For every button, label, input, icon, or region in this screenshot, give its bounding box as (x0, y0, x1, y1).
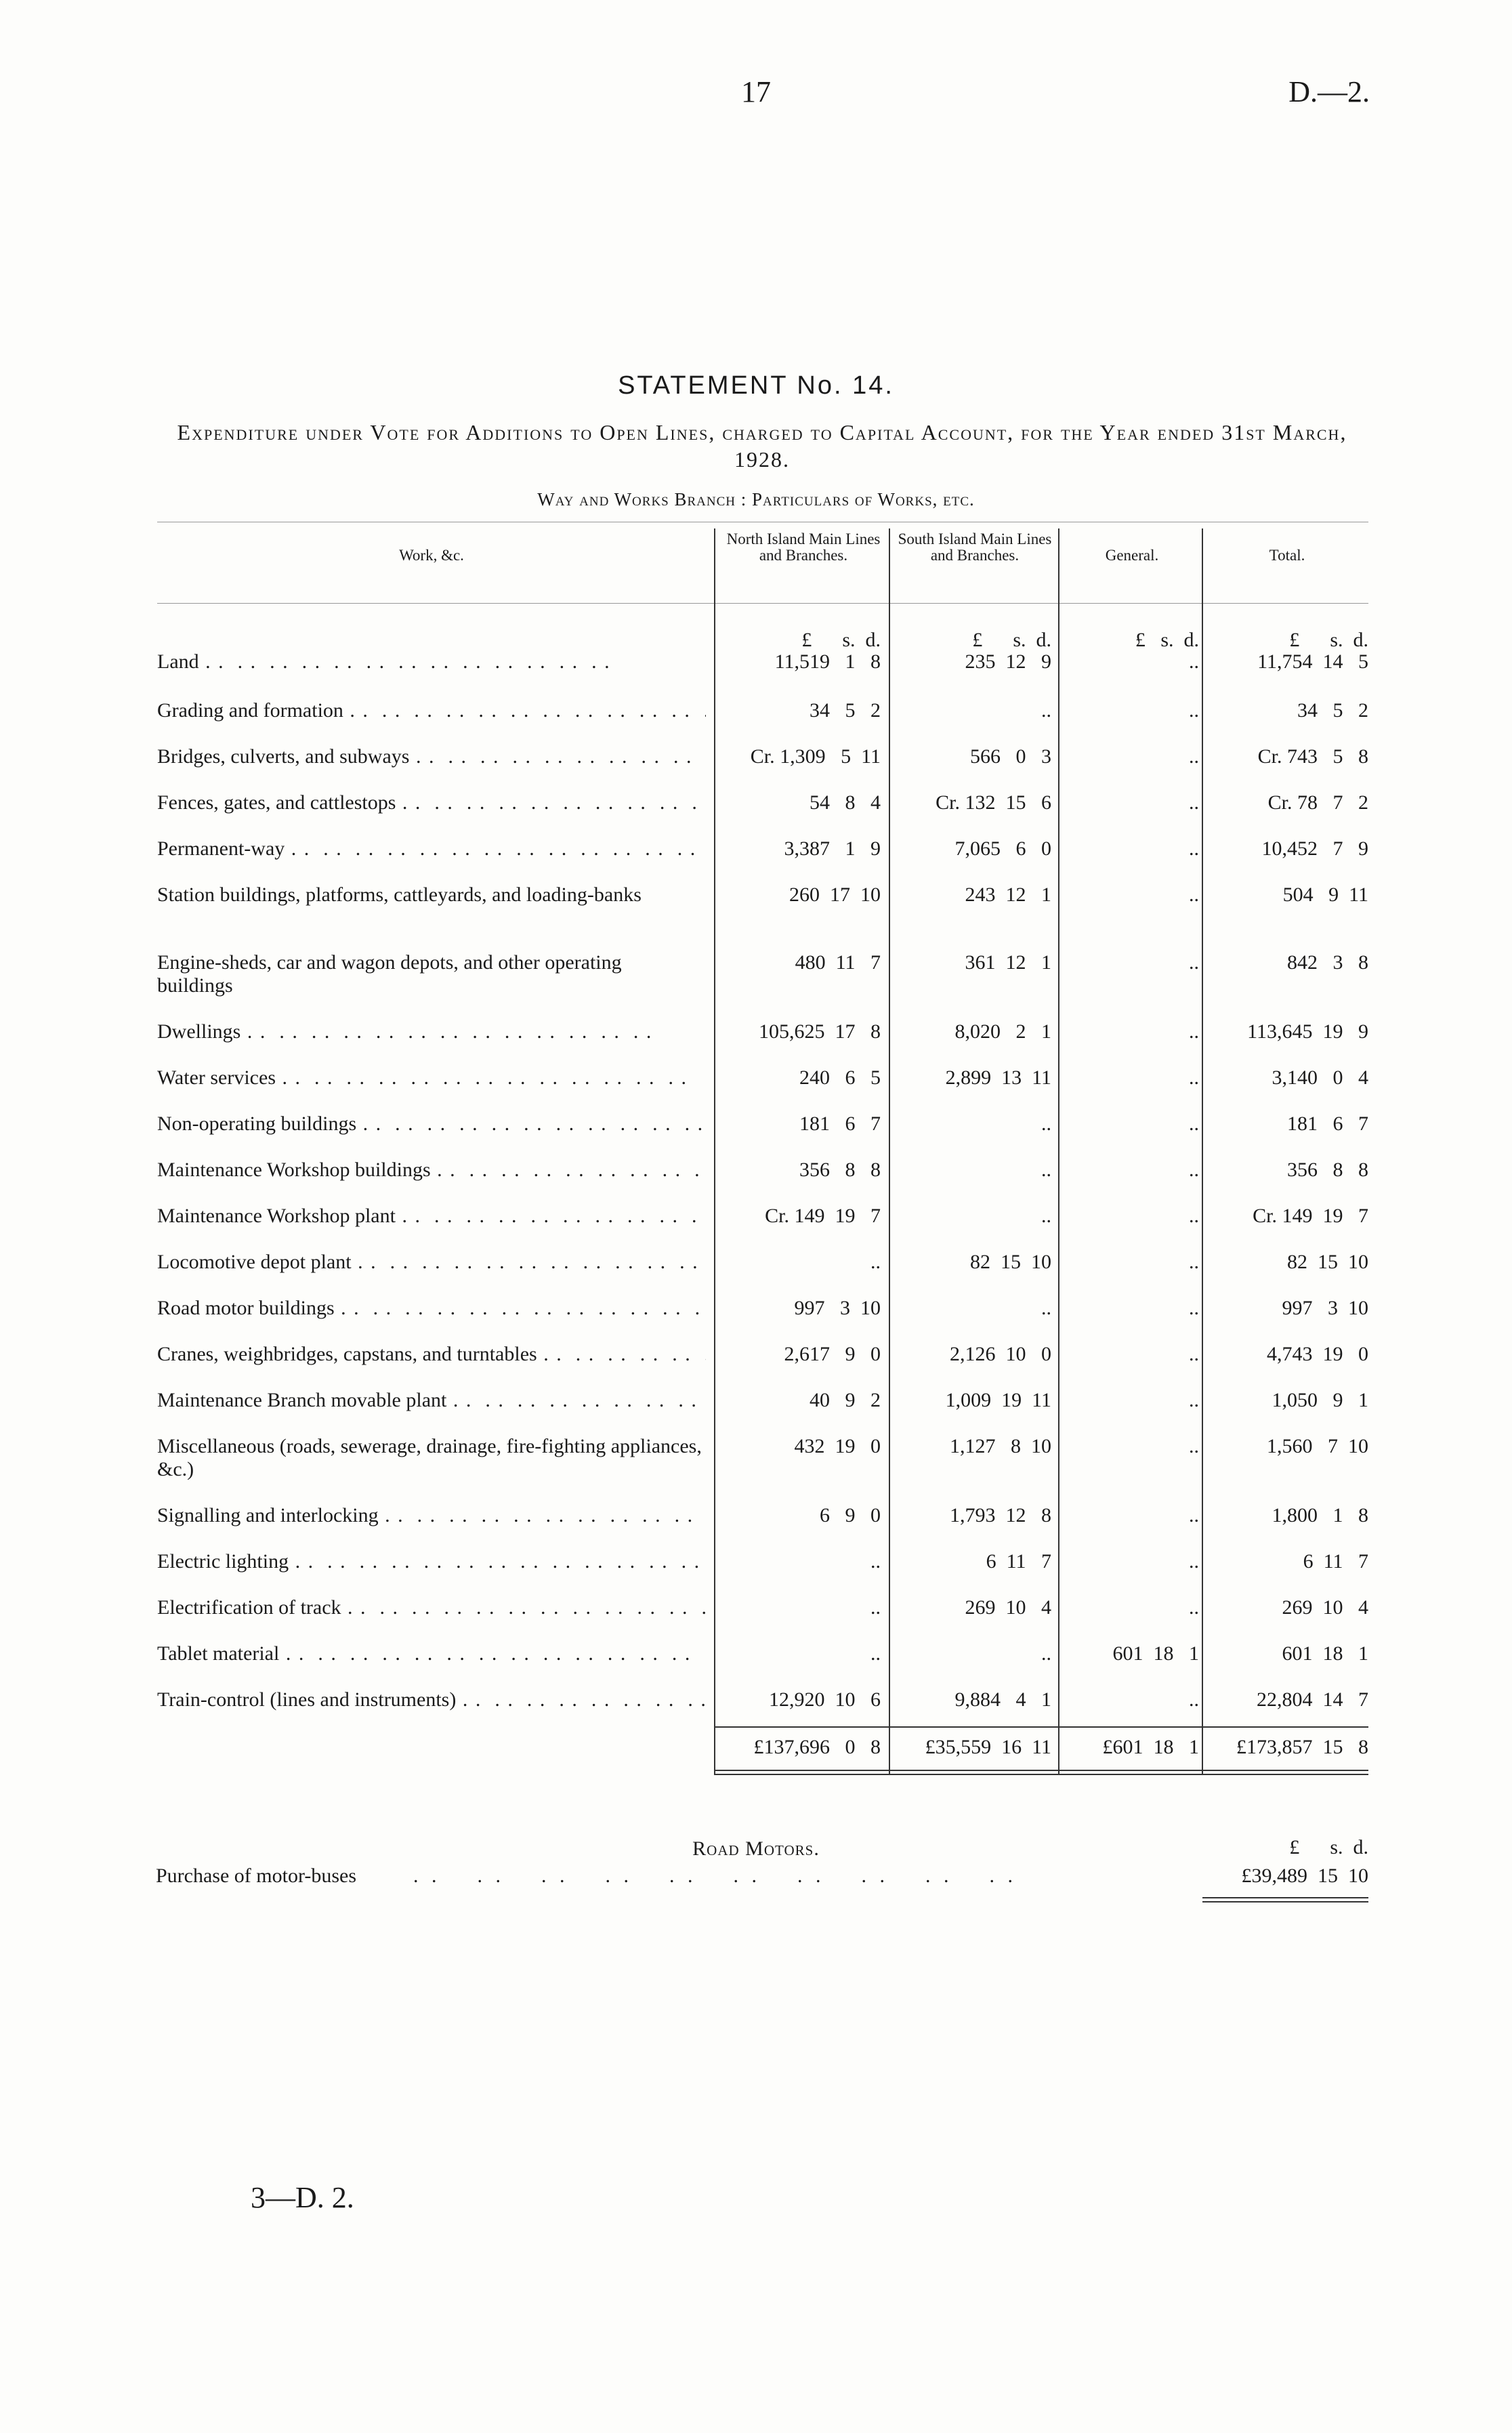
row-work-label: Fences, gates, and cattlestops . . (157, 791, 706, 814)
row-south-value: 269 10 4 (965, 1596, 1051, 1619)
row-south-value: 8,020 2 1 (954, 1020, 1051, 1043)
row-general-value: .. (1189, 1066, 1199, 1089)
row-north-value: 11,519 1 8 (774, 650, 881, 673)
row-north-value: 432 19 0 (794, 1435, 881, 1457)
header-north-island: North Island Main Lines and Branches. (726, 531, 881, 564)
row-total-value: Cr. 78 7 2 (1267, 791, 1368, 814)
row-work-label: Train-control (lines and instruments) . . (157, 1688, 706, 1711)
row-total-value: 3,140 0 4 (1272, 1066, 1368, 1089)
row-work-label: Road motor buildings . . (157, 1297, 706, 1320)
statement-subtitle: Expenditure under Vote for Additions to Open Lines, charged to Capital Account, for the Year ended 31st March, 1928. (177, 420, 1347, 472)
row-general-value: .. (1189, 1297, 1199, 1319)
road-motors-label: Purchase of motor-buses (156, 1865, 357, 1887)
row-south-value: Cr. 132 15 6 (936, 791, 1051, 814)
row-general-value: .. (1189, 1688, 1199, 1711)
row-north-value: 34 5 2 (810, 699, 881, 722)
row-work-label: Grading and formation . . (157, 699, 706, 722)
units-general: £ s. d. (1135, 629, 1199, 651)
row-north-value: 6 9 0 (820, 1504, 881, 1526)
row-north-value: 3,387 1 9 (784, 837, 881, 860)
row-general-value: .. (1189, 699, 1199, 722)
row-work-label: Dwellings . . (157, 1020, 706, 1043)
row-north-value: 54 8 4 (810, 791, 881, 814)
row-work-label: Water services . . (157, 1066, 706, 1089)
page-number: 17 (741, 75, 771, 108)
total-north-value: £137,696 0 8 (753, 1736, 881, 1758)
row-general-value: .. (1189, 837, 1199, 860)
road-motors-amount: £39,489 15 10 (1241, 1865, 1368, 1887)
row-total-value: Cr. 743 5 8 (1257, 745, 1368, 768)
row-work-label: Signalling and interlocking . . (157, 1504, 706, 1527)
row-total-value: 113,645 19 9 (1247, 1020, 1368, 1043)
row-south-value: .. (1041, 699, 1051, 722)
motor-amount-rule-1 (1202, 1897, 1368, 1898)
document-reference: D.—2. (1288, 75, 1370, 108)
row-total-value: 601 18 1 (1282, 1642, 1368, 1665)
statement-title: STATEMENT No. 14. (618, 371, 894, 400)
row-north-value: 40 9 2 (810, 1389, 881, 1411)
row-south-value: 7,065 6 0 (954, 837, 1051, 860)
total-south-value: £35,559 16 11 (925, 1736, 1051, 1758)
header-work: Work, &c. (399, 547, 464, 564)
row-south-value: 82 15 10 (970, 1251, 1051, 1273)
row-work-label: Land . . (157, 650, 706, 673)
row-work-label: Miscellaneous (roads, sewerage, drainage, fire-fighting appliances, &c.) (157, 1435, 702, 1480)
row-south-value: 1,793 12 8 (950, 1504, 1051, 1526)
motor-amount-rule-2 (1202, 1901, 1368, 1902)
row-total-value: 6 11 7 (1303, 1550, 1368, 1573)
row-north-value: 260 17 10 (789, 883, 881, 906)
row-south-value: .. (1041, 1205, 1051, 1227)
row-general-value: .. (1189, 745, 1199, 768)
row-total-value: 997 3 10 (1282, 1297, 1368, 1319)
row-total-value: Cr. 149 19 7 (1253, 1205, 1368, 1227)
row-total-value: 1,800 1 8 (1272, 1504, 1368, 1526)
road-motors-units: £ s. d. (1289, 1836, 1368, 1858)
header-general: General. (1105, 547, 1159, 564)
row-north-value: 181 6 7 (799, 1112, 881, 1135)
row-general-value: .. (1189, 1596, 1199, 1619)
row-general-value: .. (1189, 1205, 1199, 1227)
row-north-value: 105,625 17 8 (759, 1020, 881, 1043)
row-north-value: .. (870, 1251, 881, 1273)
row-north-value: Cr. 149 19 7 (765, 1205, 881, 1227)
row-south-value: 6 11 7 (986, 1550, 1051, 1573)
row-work-label: Cranes, weighbridges, capstans, and turntables . . (157, 1343, 706, 1366)
row-general-value: .. (1189, 1112, 1199, 1135)
units-south: £ s. d. (972, 629, 1051, 651)
row-work-label: Tablet material . . (157, 1642, 706, 1665)
row-work-label: Maintenance Workshop buildings . . (157, 1159, 706, 1182)
row-north-value: 356 8 8 (799, 1159, 881, 1181)
row-north-value: 480 11 7 (795, 951, 881, 974)
row-south-value: .. (1041, 1642, 1051, 1665)
road-motors-heading: Road Motors. (692, 1837, 820, 1860)
row-work-label: Non-operating buildings . . (157, 1112, 706, 1136)
row-south-value: 1,127 8 10 (950, 1435, 1051, 1457)
row-north-value: 997 3 10 (794, 1297, 881, 1319)
row-total-value: 34 5 2 (1297, 699, 1368, 722)
row-total-value: 11,754 14 5 (1257, 650, 1368, 673)
row-total-value: 82 15 10 (1287, 1251, 1368, 1273)
row-south-value: 1,009 19 11 (945, 1389, 1051, 1411)
row-general-value: .. (1189, 1020, 1199, 1043)
row-general-value: .. (1189, 1435, 1199, 1457)
branch-heading: Way and Works Branch : Particulars of Works, etc. (537, 489, 975, 510)
column-divider-4 (1202, 528, 1203, 1775)
row-south-value: 2,126 10 0 (950, 1343, 1051, 1365)
row-north-value: 12,920 10 6 (769, 1688, 881, 1711)
row-general-value: .. (1189, 1504, 1199, 1526)
row-general-value: .. (1189, 791, 1199, 814)
row-north-value: .. (870, 1596, 881, 1619)
leader-dots: . . . . . . . . . . . . . . . . . . . . (413, 1865, 1017, 1887)
row-work-label: Maintenance Branch movable plant . . (157, 1389, 706, 1412)
row-work-label: Station buildings, platforms, cattleyards, and loading-banks (157, 883, 642, 906)
totals-top-rule (714, 1726, 1368, 1728)
header-south-island: South Island Main Lines and Branches. (898, 531, 1052, 564)
row-south-value: 2,899 13 11 (945, 1066, 1051, 1089)
row-south-value: 235 12 9 (965, 650, 1051, 673)
header-total: Total. (1269, 547, 1305, 564)
row-total-value: 842 3 8 (1287, 951, 1368, 974)
row-north-value: 240 6 5 (799, 1066, 881, 1089)
totals-bottom-rule-2 (714, 1774, 1368, 1775)
row-total-value: 1,560 7 10 (1267, 1435, 1368, 1457)
row-north-value: .. (870, 1550, 881, 1573)
column-divider-1 (714, 528, 715, 1775)
row-general-value: .. (1189, 1550, 1199, 1573)
totals-bottom-rule-1 (714, 1770, 1368, 1771)
row-total-value: 269 10 4 (1282, 1596, 1368, 1619)
units-total: £ s. d. (1289, 629, 1368, 651)
header-bottom-rule (157, 603, 1368, 604)
row-total-value: 1,050 9 1 (1272, 1389, 1368, 1411)
row-south-value: .. (1041, 1159, 1051, 1181)
row-north-value: 2,617 9 0 (784, 1343, 881, 1365)
row-work-label: Permanent-way . . (157, 837, 706, 860)
row-south-value: 361 12 1 (965, 951, 1051, 974)
total-general-value: £601 18 1 (1102, 1736, 1199, 1758)
row-south-value: 243 12 1 (965, 883, 1051, 906)
row-general-value: .. (1189, 1251, 1199, 1273)
total-grand-value: £173,857 15 8 (1236, 1736, 1368, 1758)
row-work-label: Bridges, culverts, and subways . . (157, 745, 706, 768)
row-south-value: .. (1041, 1297, 1051, 1319)
column-divider-3 (1058, 528, 1059, 1775)
row-total-value: 504 9 11 (1282, 883, 1368, 906)
row-general-value: .. (1189, 951, 1199, 974)
row-total-value: 22,804 14 7 (1257, 1688, 1368, 1711)
row-total-value: 4,743 19 0 (1267, 1343, 1368, 1365)
row-south-value: 9,884 4 1 (954, 1688, 1051, 1711)
units-north: £ s. d. (801, 629, 881, 651)
row-total-value: 10,452 7 9 (1261, 837, 1368, 860)
row-general-value: .. (1189, 650, 1199, 673)
row-work-label: Maintenance Workshop plant . . (157, 1205, 706, 1228)
row-work-label: Electric lighting . . (157, 1550, 706, 1573)
row-general-value: .. (1189, 1343, 1199, 1365)
row-north-value: Cr. 1,309 5 11 (750, 745, 881, 768)
row-work-label: Locomotive depot plant . . (157, 1251, 706, 1274)
row-work-label: Engine-sheds, car and wagon depots, and other operating buildings (157, 951, 622, 997)
footer-reference: 3—D. 2. (251, 2181, 354, 2214)
row-general-value: 601 18 1 (1112, 1642, 1199, 1665)
row-general-value: .. (1189, 883, 1199, 906)
row-general-value: .. (1189, 1389, 1199, 1411)
row-total-value: 181 6 7 (1287, 1112, 1368, 1135)
row-south-value: 566 0 3 (970, 745, 1051, 768)
row-general-value: .. (1189, 1159, 1199, 1181)
column-divider-2 (889, 528, 890, 1775)
row-north-value: .. (870, 1642, 881, 1665)
row-south-value: .. (1041, 1112, 1051, 1135)
row-total-value: 356 8 8 (1287, 1159, 1368, 1181)
row-work-label: Electrification of track . . (157, 1596, 706, 1619)
